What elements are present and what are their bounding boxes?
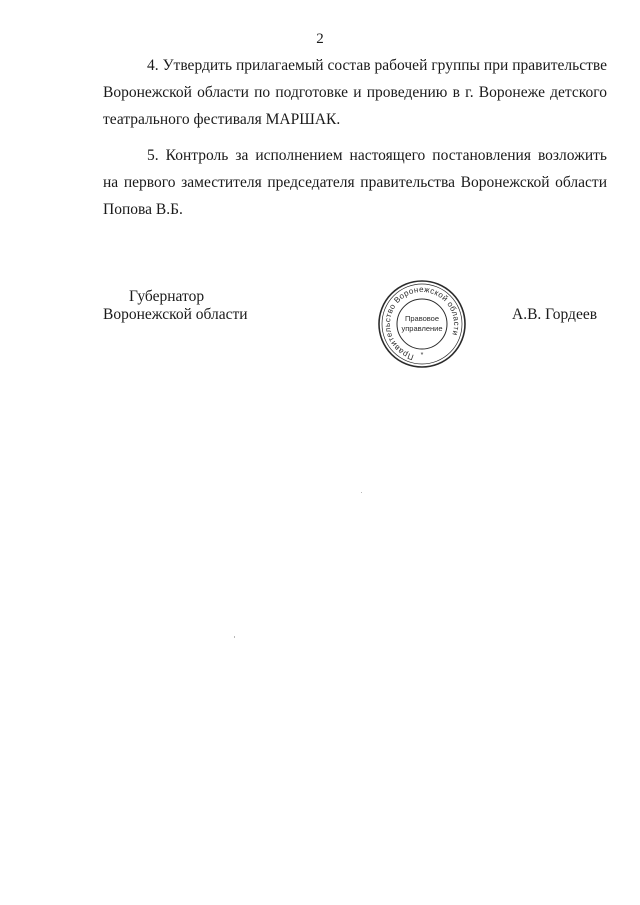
seal-inner-line1: Правовое (404, 314, 440, 323)
signatory-position (103, 288, 273, 324)
seal-inner-line2: управление (401, 324, 443, 333)
paragraph-item-5: 5. Контроль за исполнением настоящего постановления возложить на первого заместителя председателя правительства Воронежской области Попова В.Б. (103, 147, 607, 218)
document-body (103, 52, 607, 232)
paragraph-item-4: 4. Утвердить прилагаемый состав рабочей группы при правительстве Воронежской области по подготовке и проведению в г. Воронеже детского театрального фестиваля МАРШАК. (103, 57, 607, 128)
signatory-position-line1: Губернатор (129, 288, 205, 305)
seal-stamp-graphic (369, 276, 475, 372)
page-number: 2 (316, 31, 324, 47)
signatory-name: А.В. Гордеев (512, 306, 598, 323)
scan-speck (361, 492, 362, 493)
scan-speck (234, 636, 235, 638)
official-seal-stamp (369, 276, 475, 372)
signatory-position-line2: Воронежской области (103, 306, 248, 323)
seal-outer-textpath: Правительство Воронежской области (382, 284, 462, 362)
seal-star-icon: * (420, 352, 424, 359)
